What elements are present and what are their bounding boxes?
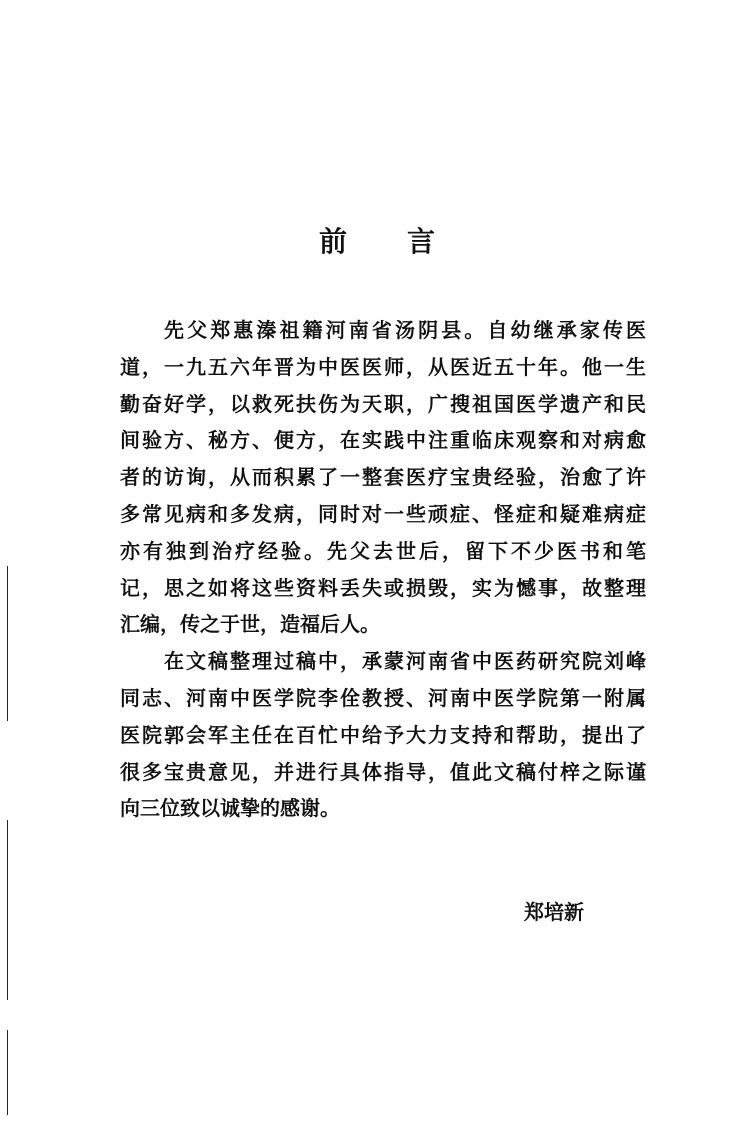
text-line: 者的访询，从而积累了一整套医疗宝贵经验，治愈了许	[120, 465, 646, 490]
text-line: 道，一九五六年晋为中医医师，从医近五十年。他一生	[120, 354, 646, 379]
title-char: 前	[318, 225, 347, 258]
text-line: 勤奋好学，以救死扶伤为天职，广搜祖国医学遗产和民	[120, 391, 646, 416]
text-line: 同志、河南中医学院李佺教授、河南中医学院第一附属	[120, 685, 646, 710]
title-char: 言	[407, 225, 436, 258]
text-line: 在文稿整理过稿中，承蒙河南省中医药研究院刘峰	[164, 649, 646, 674]
text-line: 亦有独到治疗经验。先父去世后，留下不少医书和笔	[120, 538, 646, 563]
scan-edge-line	[7, 566, 8, 721]
paragraph-1	[120, 312, 646, 643]
signature: 郑培新	[524, 900, 584, 924]
text-line: 很多宝贵意见，并进行具体指导，值此文稿付梓之际谨	[120, 759, 646, 784]
page-title	[0, 220, 754, 260]
text-line: 间验方、秘方、便方，在实践中注重临床观察和对病愈	[120, 428, 646, 453]
scan-edge-line	[7, 1030, 8, 1115]
text-line: 记，思之如将这些资料丢失或损毁，实为憾事，故整理	[120, 575, 646, 600]
text-line: 先父郑惠溱祖籍河南省汤阴县。自幼继承家传医	[164, 318, 646, 342]
scan-edge-line	[7, 820, 8, 1000]
text-line: 医院郭会军主任在百忙中给予大力支持和帮助，提出了	[120, 722, 646, 747]
text-line: 汇编，传之于世，造福后人。	[120, 612, 380, 637]
text-line: 多常见病和多发病，同时对一些顽症、怪症和疑难病症	[120, 501, 646, 526]
paragraph-2	[120, 643, 646, 827]
preface-body	[120, 312, 646, 827]
text-line: 向三位致以诚挚的感谢。	[120, 796, 340, 821]
